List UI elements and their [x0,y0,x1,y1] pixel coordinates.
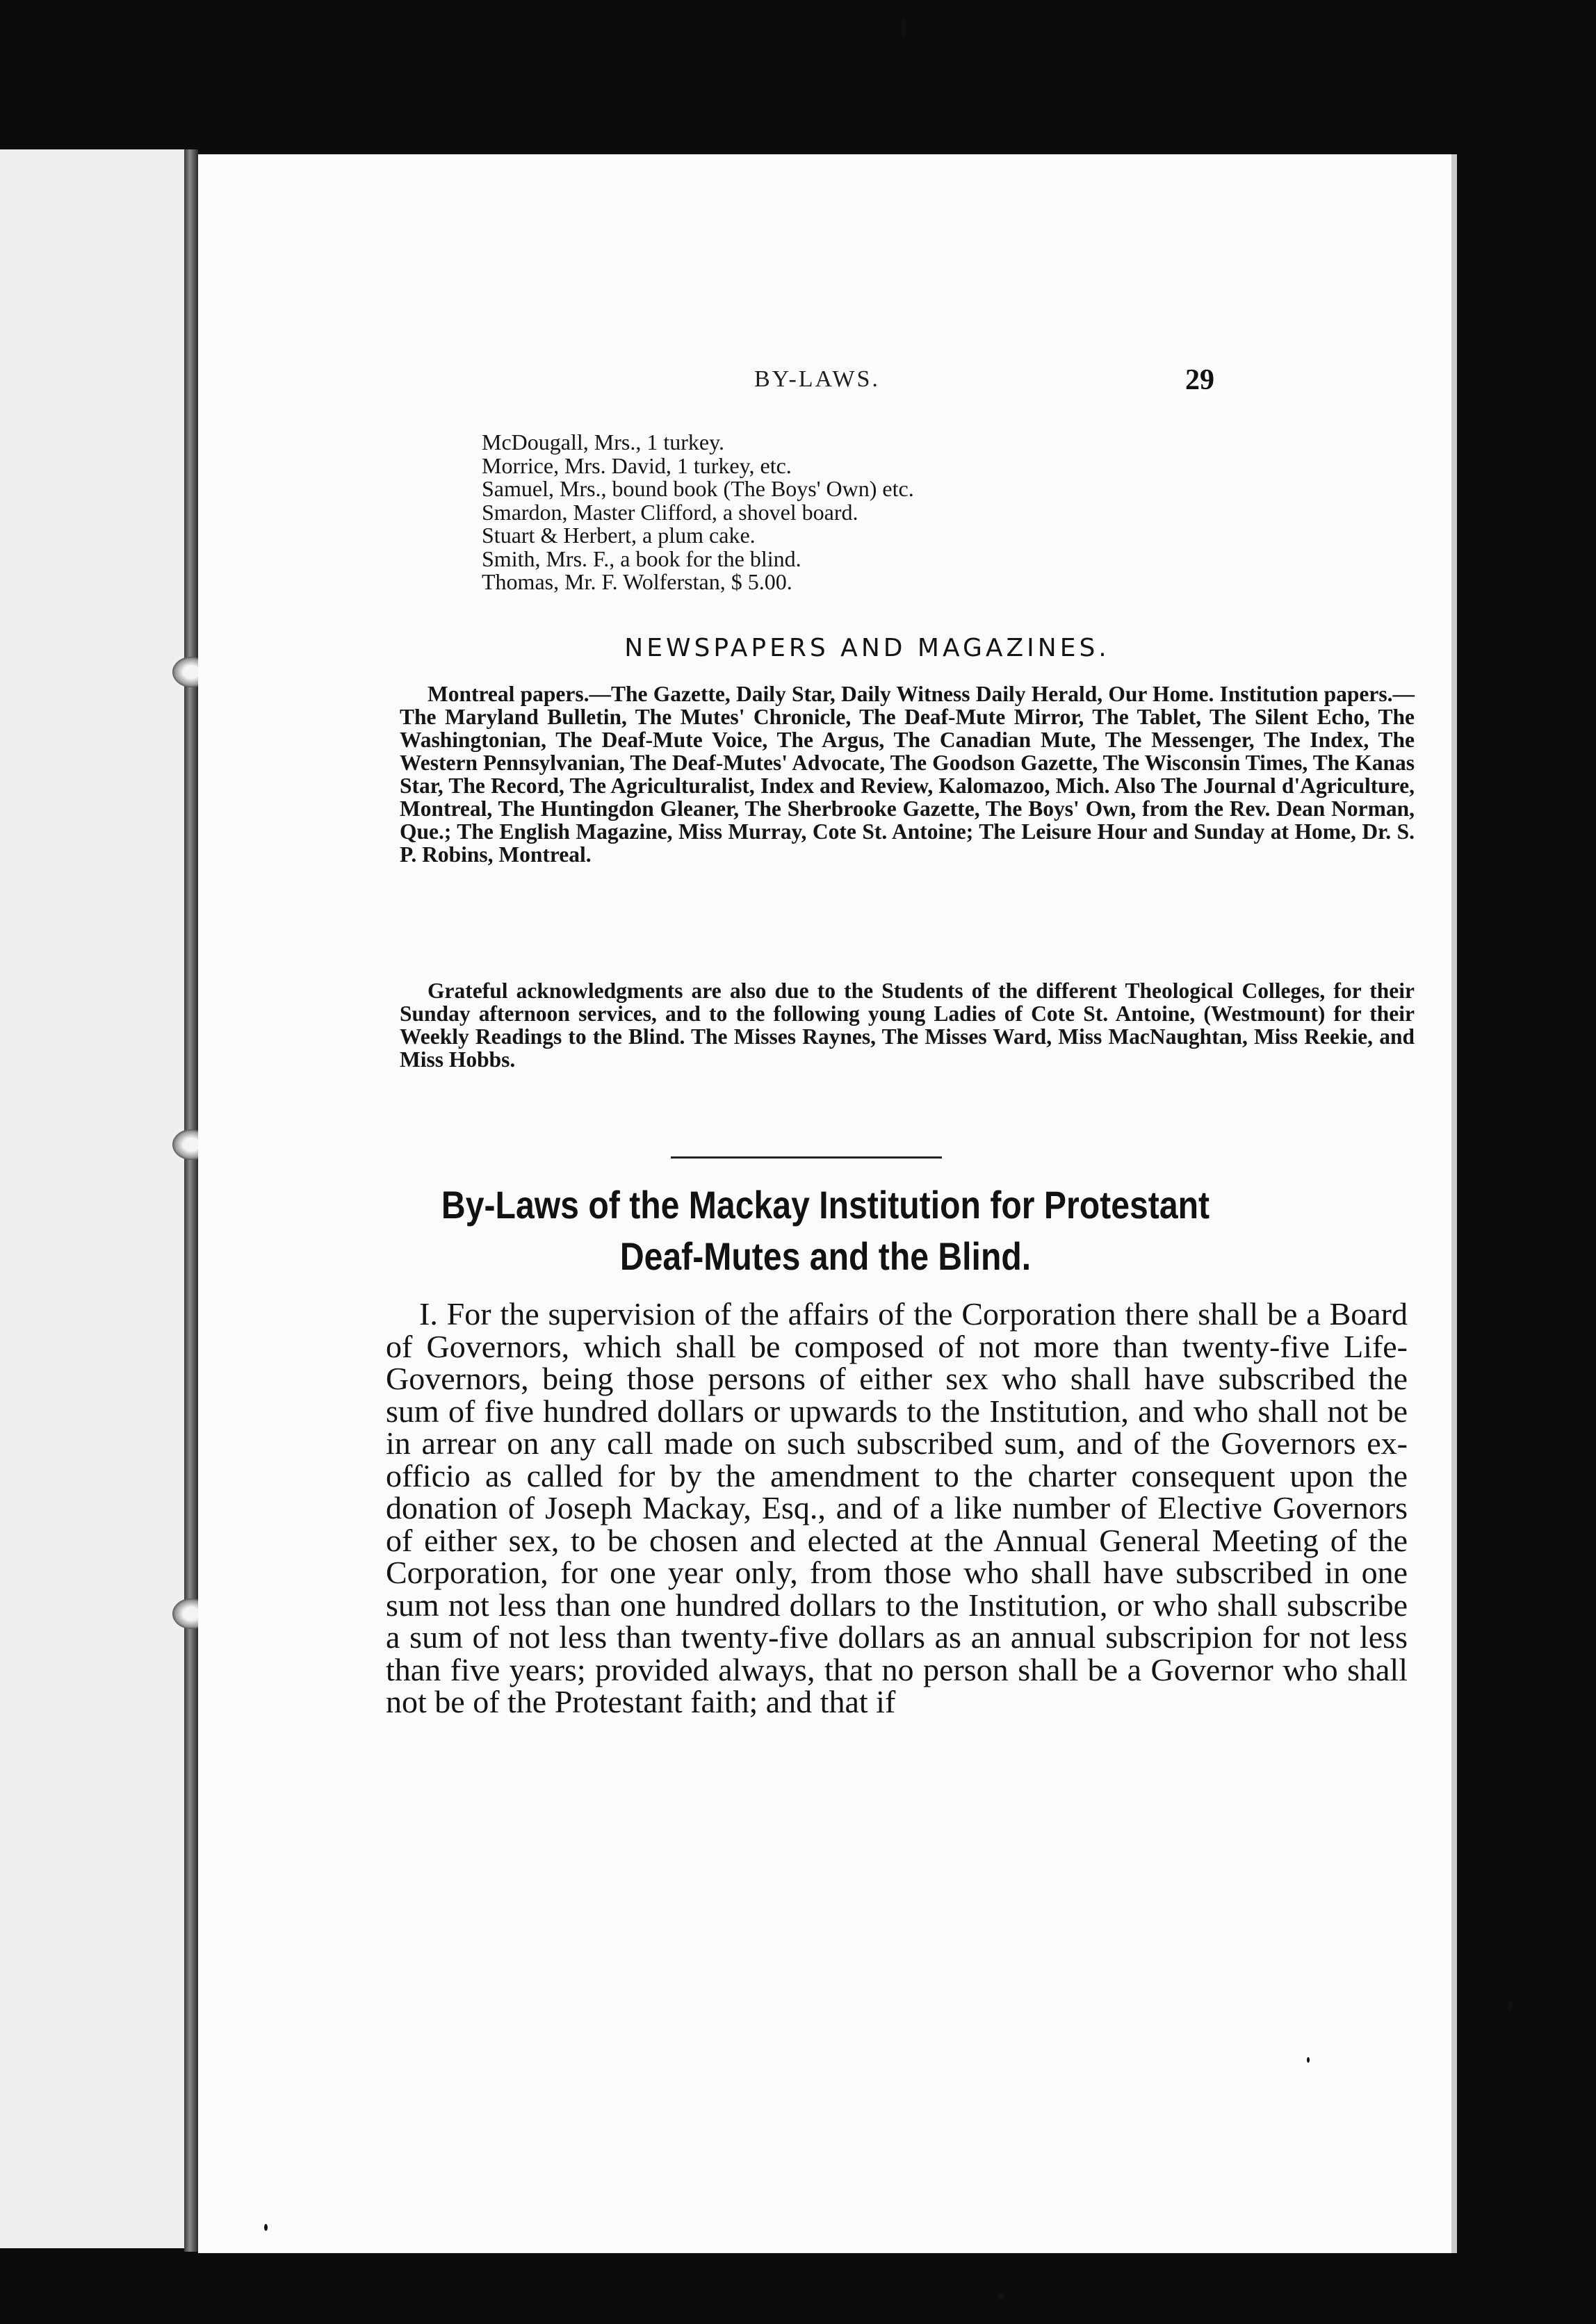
previous-page-edge [0,149,190,2248]
donation-list [482,431,1316,594]
document-page [198,154,1453,2253]
newspapers-paragraph: Montreal papers.—The Gazette, Daily Star, Daily Witness Daily Herald, Our Home. Institution papers.—The Maryland Bulletin, The Mutes' Chronicle, The Deaf-Mute Mirror, The Tablet, The Silent Echo, The Washingtonian, The Deaf-Mute Voice, The Argus, The Canadian Mute, The Messenger, The Index, The Western Pennsylvanian, The Deaf-Mutes' Advocate, The Goodson Gazette, The Wisconsin Times, The Kanas Star, The Record, The Agriculturalist, Index and Review, Kalomazoo, Mich. Also The Journal d'Agriculture, Montreal, The Huntingdon Gleaner, The Sherbrooke Gazette, The Boys' Own, from the Rev. Dean Norman, Que.; The English Magazine, Miss Murray, Cote St. Antoine; The Leisure Hour and Sunday at Home, Dr. S. P. Robins, Montreal. [400,682,1415,867]
page-number: 29 [1185,364,1214,396]
bylaws-title-line1: By-Laws of the Mackay Institution for Protestant [441,1183,1210,1227]
acknowledgment-paragraph: Grateful acknowledgments are also due to the Students of the different Theological Colleges, for their Sunday afternoon services, and to the following young Ladies of Cote St. Antoine, (Westmount) for their Weekly Readings to the Blind. The Misses Raynes, The Misses Ward, Miss MacNaughtan, Miss Reekie, and Miss Hobbs. [400,979,1415,1072]
donation-entry: Thomas, Mr. F. Wolferstan, $ 5.00. [482,569,792,594]
bylaws-title-line2: Deaf-Mutes and the Blind. [619,1234,1032,1278]
book-spine [184,149,198,2252]
donation-entry: Morrice, Mrs. David, 1 turkey, etc. [482,452,792,478]
bylaws-title [286,1179,1365,1282]
donation-entry: Smith, Mrs. F., a book for the blind. [482,546,801,571]
newspapers-heading-text: NEWSPAPERS AND MAGAZINES. [624,634,1110,662]
section-divider [671,1156,942,1159]
donation-entry: Smardon, Master Clifford, a shovel board. [482,499,858,525]
newspapers-heading [198,634,1453,662]
running-head [198,366,1453,408]
page-edge-shadow [1451,154,1457,2253]
donation-entry: Stuart & Herbert, a plum cake. [482,523,756,548]
donation-entry: Samuel, Mrs., bound book (The Boys' Own) etc. [482,476,914,501]
bylaw-article-1: I. For the supervision of the affairs of the Corporation there shall be a Board of Governors, which shall be composed of not more than twenty-five Life-Governors, being those persons of either sex who shall have subscribed the sum of five hundred dollars or upwards to the Institution, and who shall not be in arrear on any call made on such subscribed sum, and of the Governors ex-officio as called for by the amendment to the charter consequent upon the donation of Joseph Mackay, Esq., and of a like number of Elective Governors of either sex, to be chosen and elected at the Annual General Meeting of the Corporation, for one year only, from those who shall have subscribed in one sum not less than one hundred dollars to the Institution, or who shall subscribe a sum of not less than twenty-five dollars as an annual subscripion for not less than five years; provided always, that no person shall be a Governor who shall not be of the Protestant faith; and that if [386,1296,1408,1719]
running-title: BY-LAWS. [754,366,880,392]
donation-entry: McDougall, Mrs., 1 turkey. [482,429,724,455]
